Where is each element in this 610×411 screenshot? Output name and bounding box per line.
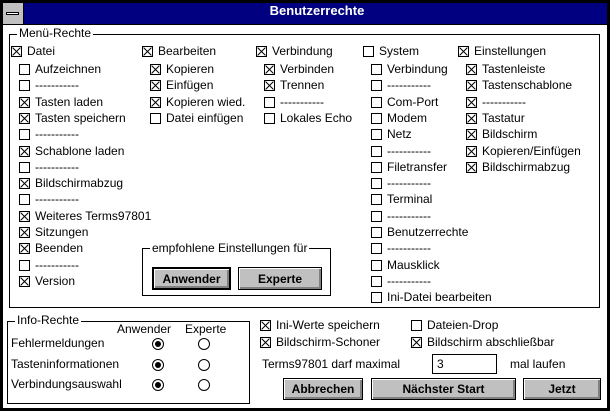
menu-system-item-separator-5-label: ----------- bbox=[387, 144, 431, 158]
menu-verbindung-item-separator-2-checkbox[interactable] bbox=[264, 94, 324, 110]
menu-verbindung-item-trennen-1-checkbox-box[interactable] bbox=[264, 80, 275, 91]
menu-einstellungen-item-tastatur-3-checkbox-box[interactable] bbox=[466, 113, 477, 124]
info-rights-legend: Info-Rechte bbox=[17, 313, 80, 327]
menu-einstellungen-label: Einstellungen bbox=[474, 44, 547, 58]
menu-bearbeiten-item-kopieren-wied-2-checkbox[interactable] bbox=[150, 94, 245, 110]
menu-datei-item-tasten-speichern-3-label: Tasten speichern bbox=[35, 111, 126, 125]
menu-verbindung-item-verbinden-0-checkbox-box[interactable] bbox=[264, 64, 275, 75]
info-row-label: Verbindungsauswahl bbox=[11, 377, 122, 391]
menu-system-item-modem-3-label: Modem bbox=[387, 111, 428, 125]
menu-bearbeiten-item-kopieren-wied-2-label: Kopieren wied. bbox=[166, 95, 246, 109]
menu-einstellungen-item-bildschirm-4-label: Bildschirm bbox=[482, 127, 538, 141]
menu-datei-label: Datei bbox=[27, 44, 56, 58]
menu-system-item-mausklick-12-checkbox-box[interactable] bbox=[371, 260, 382, 271]
bildschirm-abschliessbar-label: Bildschirm abschließbar bbox=[427, 335, 555, 349]
info-radio-anwender[interactable] bbox=[152, 379, 164, 391]
menu-bearbeiten-item-datei-einfügen-3-label: Datei einfügen bbox=[166, 111, 244, 125]
menu-datei-item-schablone-laden-5-checkbox-box[interactable] bbox=[19, 146, 30, 157]
menu-verbindung-label: Verbindung bbox=[272, 44, 333, 58]
menu-bearbeiten-label: Bearbeiten bbox=[158, 44, 217, 58]
menu-bearbeiten-item-einfügen-1-checkbox-box[interactable] bbox=[150, 80, 161, 91]
info-col-anwender: Anwender bbox=[117, 322, 172, 336]
menu-datei-item-tasten-laden-2-checkbox-box[interactable] bbox=[19, 97, 30, 108]
menu-bearbeiten-checkbox-box[interactable] bbox=[142, 46, 153, 57]
menu-datei-item-sitzungen-10-checkbox-box[interactable] bbox=[19, 227, 30, 238]
menu-system-item-separator-13-checkbox[interactable] bbox=[371, 273, 431, 289]
menu-datei-item-aufzeichnen-0-label: Aufzeichnen bbox=[35, 62, 102, 76]
menu-einstellungen-item-bildschirmabzug-6-checkbox[interactable] bbox=[466, 159, 570, 175]
menu-datei-item-version-13-label: Version bbox=[35, 274, 76, 288]
menu-system-checkbox-box[interactable] bbox=[363, 46, 374, 57]
menu-einstellungen-item-bildschirmabzug-6-checkbox-box[interactable] bbox=[466, 162, 477, 173]
menu-datei-item-separator-12-checkbox-box[interactable] bbox=[19, 260, 30, 271]
menu-system-item-filetransfer-6-checkbox[interactable] bbox=[371, 159, 447, 175]
menu-system-item-com-port-2-label: Com-Port bbox=[387, 95, 439, 109]
menu-datei-item-schablone-laden-5-label: Schablone laden bbox=[35, 144, 125, 158]
info-radio-experte[interactable] bbox=[198, 338, 210, 350]
menu-einstellungen-item-bildschirm-4-checkbox[interactable] bbox=[466, 126, 537, 142]
menu-bearbeiten-item-datei-einfügen-3-checkbox[interactable] bbox=[150, 110, 243, 126]
menu-datei-item-bildschirmabzug-7-checkbox[interactable] bbox=[19, 175, 123, 191]
menu-verbindung-item-lokales-echo-3-checkbox[interactable] bbox=[264, 110, 352, 126]
menu-einstellungen-item-separator-2-checkbox[interactable] bbox=[466, 94, 526, 110]
menu-einstellungen-item-bildschirm-4-checkbox-box[interactable] bbox=[466, 129, 477, 140]
menu-rights-legend: Menü-Rechte bbox=[19, 26, 92, 40]
experte-button[interactable]: Experte bbox=[238, 267, 322, 290]
menu-datei-item-sitzungen-10-checkbox[interactable] bbox=[19, 224, 88, 240]
menu-verbindung-item-lokales-echo-3-label: Lokales Echo bbox=[280, 111, 353, 125]
menu-verbindung-checkbox-box[interactable] bbox=[256, 46, 267, 57]
menu-bearbeiten-item-datei-einfügen-3-checkbox-box[interactable] bbox=[150, 113, 161, 124]
menu-system-checkbox[interactable] bbox=[363, 43, 419, 59]
anwender-button[interactable]: Anwender bbox=[152, 267, 231, 290]
menu-datei-item-separator-8-checkbox[interactable] bbox=[19, 191, 79, 207]
menu-datei-item-version-13-checkbox-box[interactable] bbox=[19, 276, 30, 287]
ini-werte-label: Ini-Werte speichern bbox=[276, 318, 380, 332]
menu-system-item-separator-9-label: ----------- bbox=[387, 209, 431, 223]
system-menu-button[interactable] bbox=[3, 3, 24, 24]
menu-system-item-separator-7-label: ----------- bbox=[387, 176, 431, 190]
menu-datei-item-tasten-speichern-3-checkbox[interactable] bbox=[19, 110, 126, 126]
menu-datei-checkbox[interactable] bbox=[11, 43, 55, 59]
ini-werte-checkbox-box[interactable] bbox=[260, 320, 271, 331]
dialog-client-area bbox=[3, 25, 607, 408]
info-row-label: Fehlermeldungen bbox=[11, 336, 105, 350]
menu-system-item-com-port-2-checkbox[interactable] bbox=[371, 94, 438, 110]
menu-system-item-separator-11-checkbox[interactable] bbox=[371, 240, 431, 256]
menu-einstellungen-item-tastenschablone-1-checkbox-box[interactable] bbox=[466, 80, 477, 91]
menu-system-item-separator-7-checkbox[interactable] bbox=[371, 175, 431, 191]
menu-datei-item-schablone-laden-5-checkbox[interactable] bbox=[19, 143, 124, 159]
menu-system-item-ini-datei-bearbeiten-14-label: Ini-Datei bearbeiten bbox=[387, 290, 492, 304]
menu-einstellungen-item-tastenschablone-1-checkbox[interactable] bbox=[466, 77, 572, 93]
dateien-drop-label: Dateien-Drop bbox=[427, 318, 499, 332]
menu-system-item-separator-5-checkbox[interactable] bbox=[371, 143, 431, 159]
menu-datei-item-aufzeichnen-0-checkbox[interactable] bbox=[19, 61, 101, 77]
bildschirm-schoner-label: Bildschirm-Schoner bbox=[276, 335, 381, 349]
menu-system-item-separator-13-label: ----------- bbox=[387, 274, 431, 288]
menu-system-label: System bbox=[379, 44, 420, 58]
menu-system-item-separator-9-checkbox-box[interactable] bbox=[371, 211, 382, 222]
menu-datei-item-separator-1-checkbox[interactable] bbox=[19, 77, 79, 93]
recommended-settings-legend: empfohlene Einstellungen für bbox=[152, 241, 308, 255]
menu-system-item-separator-5-checkbox-box[interactable] bbox=[371, 146, 382, 157]
ini-werte-checkbox[interactable] bbox=[260, 317, 380, 333]
menu-einstellungen-item-separator-2-label: ----------- bbox=[482, 95, 526, 109]
menu-datei-item-separator-6-label: ----------- bbox=[35, 160, 79, 174]
menu-datei-item-aufzeichnen-0-checkbox-box[interactable] bbox=[19, 64, 30, 75]
menu-system-item-com-port-2-checkbox-box[interactable] bbox=[371, 97, 382, 108]
menu-einstellungen-item-tastatur-3-label: Tastatur bbox=[482, 111, 525, 125]
menu-datei-item-weiteres-terms97801-9-checkbox-box[interactable] bbox=[19, 211, 30, 222]
info-radio-experte[interactable] bbox=[198, 379, 210, 391]
menu-datei-item-separator-1-label: ----------- bbox=[35, 78, 79, 92]
menu-datei-item-separator-4-label: ----------- bbox=[35, 127, 79, 141]
menu-system-item-terminal-8-checkbox[interactable] bbox=[371, 191, 432, 207]
menu-system-item-separator-13-checkbox-box[interactable] bbox=[371, 276, 382, 287]
menu-system-item-terminal-8-checkbox-box[interactable] bbox=[371, 194, 382, 205]
menu-bearbeiten-item-einfügen-1-checkbox[interactable] bbox=[150, 77, 213, 93]
menu-system-item-netz-4-checkbox-box[interactable] bbox=[371, 129, 382, 140]
max-run-suffix: mal laufen bbox=[510, 357, 566, 371]
info-radio-anwender[interactable] bbox=[152, 359, 164, 371]
menu-einstellungen-item-kopieren-einfügen-5-checkbox-box[interactable] bbox=[466, 146, 477, 157]
bildschirm-schoner-checkbox-box[interactable] bbox=[260, 337, 271, 348]
dateien-drop-checkbox-box[interactable] bbox=[411, 320, 422, 331]
menu-system-item-separator-1-label: ----------- bbox=[387, 78, 431, 92]
max-run-prefix: Terms97801 darf maximal bbox=[262, 357, 401, 371]
max-run-input[interactable]: 3 bbox=[432, 354, 497, 374]
menu-system-item-netz-4-label: Netz bbox=[387, 127, 412, 141]
abbrechen-button[interactable]: Abbrechen bbox=[283, 378, 363, 400]
naechster-start-button[interactable]: Nächster Start bbox=[371, 378, 516, 400]
menu-einstellungen-checkbox-box[interactable] bbox=[458, 46, 469, 57]
menu-system-item-separator-1-checkbox[interactable] bbox=[371, 77, 431, 93]
menu-datei-item-beenden-11-label: Beenden bbox=[35, 241, 84, 255]
bildschirm-abschliessbar-checkbox[interactable] bbox=[411, 334, 554, 350]
menu-einstellungen-item-tastenleiste-0-checkbox[interactable] bbox=[466, 61, 545, 77]
menu-bearbeiten-checkbox[interactable] bbox=[142, 43, 216, 59]
jetzt-button[interactable]: Jetzt bbox=[523, 378, 601, 400]
menu-system-item-filetransfer-6-checkbox-box[interactable] bbox=[371, 162, 382, 173]
menu-datei-item-bildschirmabzug-7-label: Bildschirmabzug bbox=[35, 176, 124, 190]
menu-datei-item-beenden-11-checkbox[interactable] bbox=[19, 240, 83, 256]
window-title: Benutzerrechte bbox=[269, 3, 365, 18]
menu-system-item-ini-datei-bearbeiten-14-checkbox-box[interactable] bbox=[371, 292, 382, 303]
menu-verbindung-item-verbinden-0-label: Verbinden bbox=[280, 62, 335, 76]
menu-bearbeiten-item-kopieren-0-label: Kopieren bbox=[166, 62, 215, 76]
menu-datei-item-separator-1-checkbox-box[interactable] bbox=[19, 80, 30, 91]
menu-verbindung-item-verbinden-0-checkbox[interactable] bbox=[264, 61, 334, 77]
menu-verbindung-item-trennen-1-label: Trennen bbox=[280, 78, 325, 92]
menu-system-item-benutzerrechte-10-checkbox-box[interactable] bbox=[371, 227, 382, 238]
menu-system-item-terminal-8-label: Terminal bbox=[387, 192, 433, 206]
menu-einstellungen-item-tastenleiste-0-checkbox-box[interactable] bbox=[466, 64, 477, 75]
menu-system-item-separator-11-label: ----------- bbox=[387, 241, 431, 255]
menu-verbindung-checkbox[interactable] bbox=[256, 43, 333, 59]
menu-bearbeiten-item-kopieren-0-checkbox-box[interactable] bbox=[150, 64, 161, 75]
menu-einstellungen-item-bildschirmabzug-6-label: Bildschirmabzug bbox=[482, 160, 571, 174]
menu-system-item-verbindung-0-checkbox[interactable] bbox=[371, 61, 448, 77]
menu-system-item-modem-3-checkbox-box[interactable] bbox=[371, 113, 382, 124]
menu-einstellungen-item-kopieren-einfügen-5-label: Kopieren/Einfügen bbox=[482, 144, 581, 158]
menu-bearbeiten-item-kopieren-0-checkbox[interactable] bbox=[150, 61, 214, 77]
menu-bearbeiten-item-kopieren-wied-2-checkbox-box[interactable] bbox=[150, 97, 161, 108]
bildschirm-abschliessbar-checkbox-box[interactable] bbox=[411, 337, 422, 348]
menu-datei-item-weiteres-terms97801-9-checkbox[interactable] bbox=[19, 208, 151, 224]
menu-datei-item-tasten-laden-2-label: Tasten laden bbox=[35, 95, 104, 109]
menu-system-item-verbindung-0-label: Verbindung bbox=[387, 62, 448, 76]
menu-system-item-filetransfer-6-label: Filetransfer bbox=[387, 160, 448, 174]
menu-datei-item-separator-8-label: ----------- bbox=[35, 192, 79, 206]
menu-verbindung-item-trennen-1-checkbox[interactable] bbox=[264, 77, 324, 93]
system-menu-icon bbox=[6, 12, 19, 15]
menu-system-item-separator-9-checkbox[interactable] bbox=[371, 208, 431, 224]
menu-system-item-ini-datei-bearbeiten-14-checkbox[interactable] bbox=[371, 289, 492, 305]
menu-system-item-mausklick-12-checkbox[interactable] bbox=[371, 257, 440, 273]
menu-verbindung-item-separator-2-checkbox-box[interactable] bbox=[264, 97, 275, 108]
menu-datei-checkbox-box[interactable] bbox=[11, 46, 22, 57]
menu-einstellungen-item-separator-2-checkbox-box[interactable] bbox=[466, 97, 477, 108]
menu-einstellungen-checkbox[interactable] bbox=[458, 43, 546, 59]
menu-datei-item-separator-4-checkbox-box[interactable] bbox=[19, 129, 30, 140]
menu-datei-item-bildschirmabzug-7-checkbox-box[interactable] bbox=[19, 178, 30, 189]
bildschirm-schoner-checkbox[interactable] bbox=[260, 334, 380, 350]
info-radio-anwender[interactable] bbox=[152, 338, 164, 350]
menu-datei-item-separator-8-checkbox-box[interactable] bbox=[19, 194, 30, 205]
menu-datei-item-tasten-laden-2-checkbox[interactable] bbox=[19, 94, 103, 110]
menu-datei-item-separator-6-checkbox-box[interactable] bbox=[19, 162, 30, 173]
menu-datei-item-separator-12-label: ----------- bbox=[35, 258, 79, 272]
menu-datei-item-version-13-checkbox[interactable] bbox=[19, 273, 75, 289]
menu-system-item-separator-7-checkbox-box[interactable] bbox=[371, 178, 382, 189]
dateien-drop-checkbox[interactable] bbox=[411, 317, 498, 333]
menu-datei-item-separator-4-checkbox[interactable] bbox=[19, 126, 79, 142]
menu-system-item-mausklick-12-label: Mausklick bbox=[387, 258, 440, 272]
menu-einstellungen-item-kopieren-einfügen-5-checkbox[interactable] bbox=[466, 143, 581, 159]
menu-datei-item-beenden-11-checkbox-box[interactable] bbox=[19, 243, 30, 254]
menu-system-item-netz-4-checkbox[interactable] bbox=[371, 126, 412, 142]
menu-datei-item-tasten-speichern-3-checkbox-box[interactable] bbox=[19, 113, 30, 124]
menu-verbindung-item-separator-2-label: ----------- bbox=[280, 95, 324, 109]
menu-einstellungen-item-tastatur-3-checkbox[interactable] bbox=[466, 110, 525, 126]
menu-datei-item-weiteres-terms97801-9-label: Weiteres Terms97801 bbox=[35, 209, 152, 223]
menu-system-item-benutzerrechte-10-label: Benutzerrechte bbox=[387, 225, 469, 239]
info-radio-experte[interactable] bbox=[198, 359, 210, 371]
menu-einstellungen-item-tastenschablone-1-label: Tastenschablone bbox=[482, 78, 573, 92]
menu-verbindung-item-lokales-echo-3-checkbox-box[interactable] bbox=[264, 113, 275, 124]
menu-system-item-benutzerrechte-10-checkbox[interactable] bbox=[371, 224, 468, 240]
info-row-label: Tasteninformationen bbox=[11, 357, 120, 371]
menu-system-item-separator-11-checkbox-box[interactable] bbox=[371, 243, 382, 254]
menu-system-item-separator-1-checkbox-box[interactable] bbox=[371, 80, 382, 91]
menu-system-item-verbindung-0-checkbox-box[interactable] bbox=[371, 64, 382, 75]
menu-datei-item-separator-6-checkbox[interactable] bbox=[19, 159, 79, 175]
menu-einstellungen-item-tastenleiste-0-label: Tastenleiste bbox=[482, 62, 546, 76]
menu-datei-item-sitzungen-10-label: Sitzungen bbox=[35, 225, 89, 239]
menu-system-item-modem-3-checkbox[interactable] bbox=[371, 110, 427, 126]
menu-datei-item-separator-12-checkbox[interactable] bbox=[19, 257, 79, 273]
menu-bearbeiten-item-einfügen-1-label: Einfügen bbox=[166, 78, 214, 92]
info-col-experte: Experte bbox=[185, 322, 227, 336]
